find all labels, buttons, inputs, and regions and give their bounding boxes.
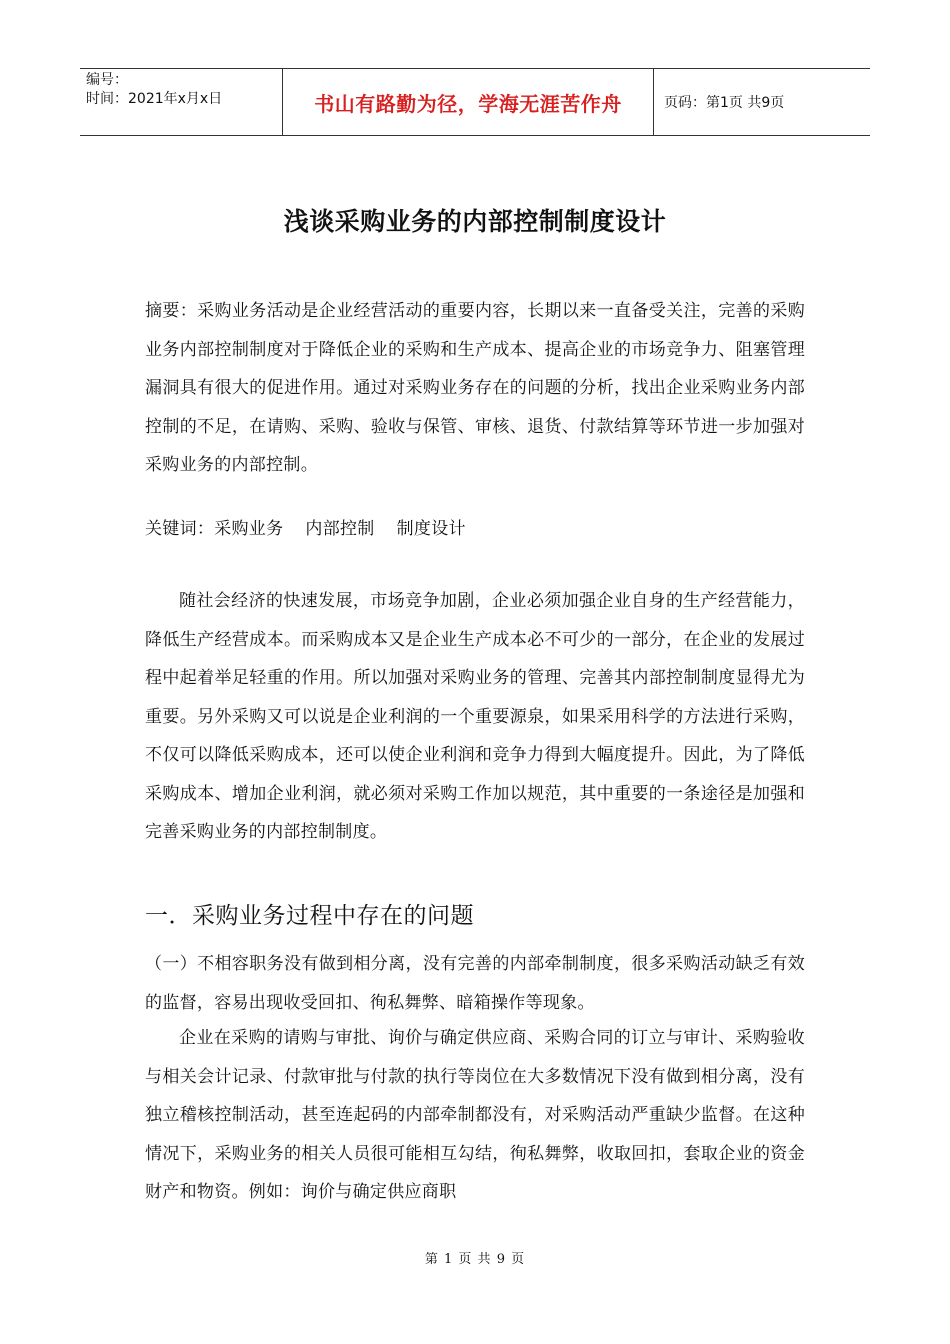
section-heading: 一．采购业务过程中存在的问题 [145,903,474,929]
header-meta [80,69,282,135]
header-page-info: 页码：第1页 共9页 [664,95,785,111]
page-footer: 第 1 页 共 9 页 [424,1252,526,1267]
keywords-label: 关键词： [145,519,215,539]
keyword-item: 内部控制 [305,519,375,539]
header-motto: 书山有路勤为径，学海无涯苦作舟 [282,69,654,135]
body-paragraph: 企业在采购的请购与审批、询价与确定供应商、采购合同的订立与审计、采购验收与相关会计记录、付款审批与付款的执行等岗位在大多数情况下没有做到相分离，没有独立稽核控制活动，甚至连起码的内部牵制都没有，对采购活动严重缺少监督。在这种情况下，采购业务的相关人员很可能相互勾结，徇私舞弊，收取回扣，套取企业的资金财产和物资。例如：询价与确定供应商职 [145,1028,805,1202]
document-date: 时间：2021年x月x日 [86,91,223,107]
keyword-item: 采购业务 [214,519,284,539]
abstract-paragraph: 摘要：采购业务活动是企业经营活动的重要内容，长期以来一直备受关注，完善的采购业务内部控制制度对于降低企业的采购和生产成本、提高企业的市场竞争力、阻塞管理漏洞具有很大的促进作用。通过对采购业务存在的问题的分析，找出企业采购业务内部控制的不足，在请购、采购、验收与保管、审核、退货、付款结算等环节进一步加强对采购业务的内部控制。 [145,301,805,475]
keywords-line [145,510,805,549]
document-title: 浅谈采购业务的内部控制制度设计 [283,207,667,236]
intro-paragraph: 随社会经济的快速发展，市场竞争加剧，企业必须加强企业自身的生产经营能力，降低生产经营成本。而采购成本又是企业生产成本必不可少的一部分，在企业的发展过程中起着举足轻重的作用。所以加强对采购业务的管理、完善其内部控制制度显得尤为重要。另外采购又可以说是企业利润的一个重要源泉，如果采用科学的方法进行采购，不仅可以降低采购成本，还可以使企业利润和竞争力得到大幅度提升。因此，为了降低采购成本、增加企业利润，就必须对采购工作加以规范，其中重要的一条途径是加强和完善采购业务的内部控制制度。 [145,591,805,842]
document-header [80,68,870,136]
subsection-heading: （一）不相容职务没有做到相分离，没有完善的内部牵制制度，很多采购活动缺乏有效的监督，容易出现收受回扣、徇私舞弊、暗箱操作等现象。 [145,954,805,1013]
keyword-item: 制度设计 [396,519,466,539]
document-number-label: 编号： [86,72,128,88]
